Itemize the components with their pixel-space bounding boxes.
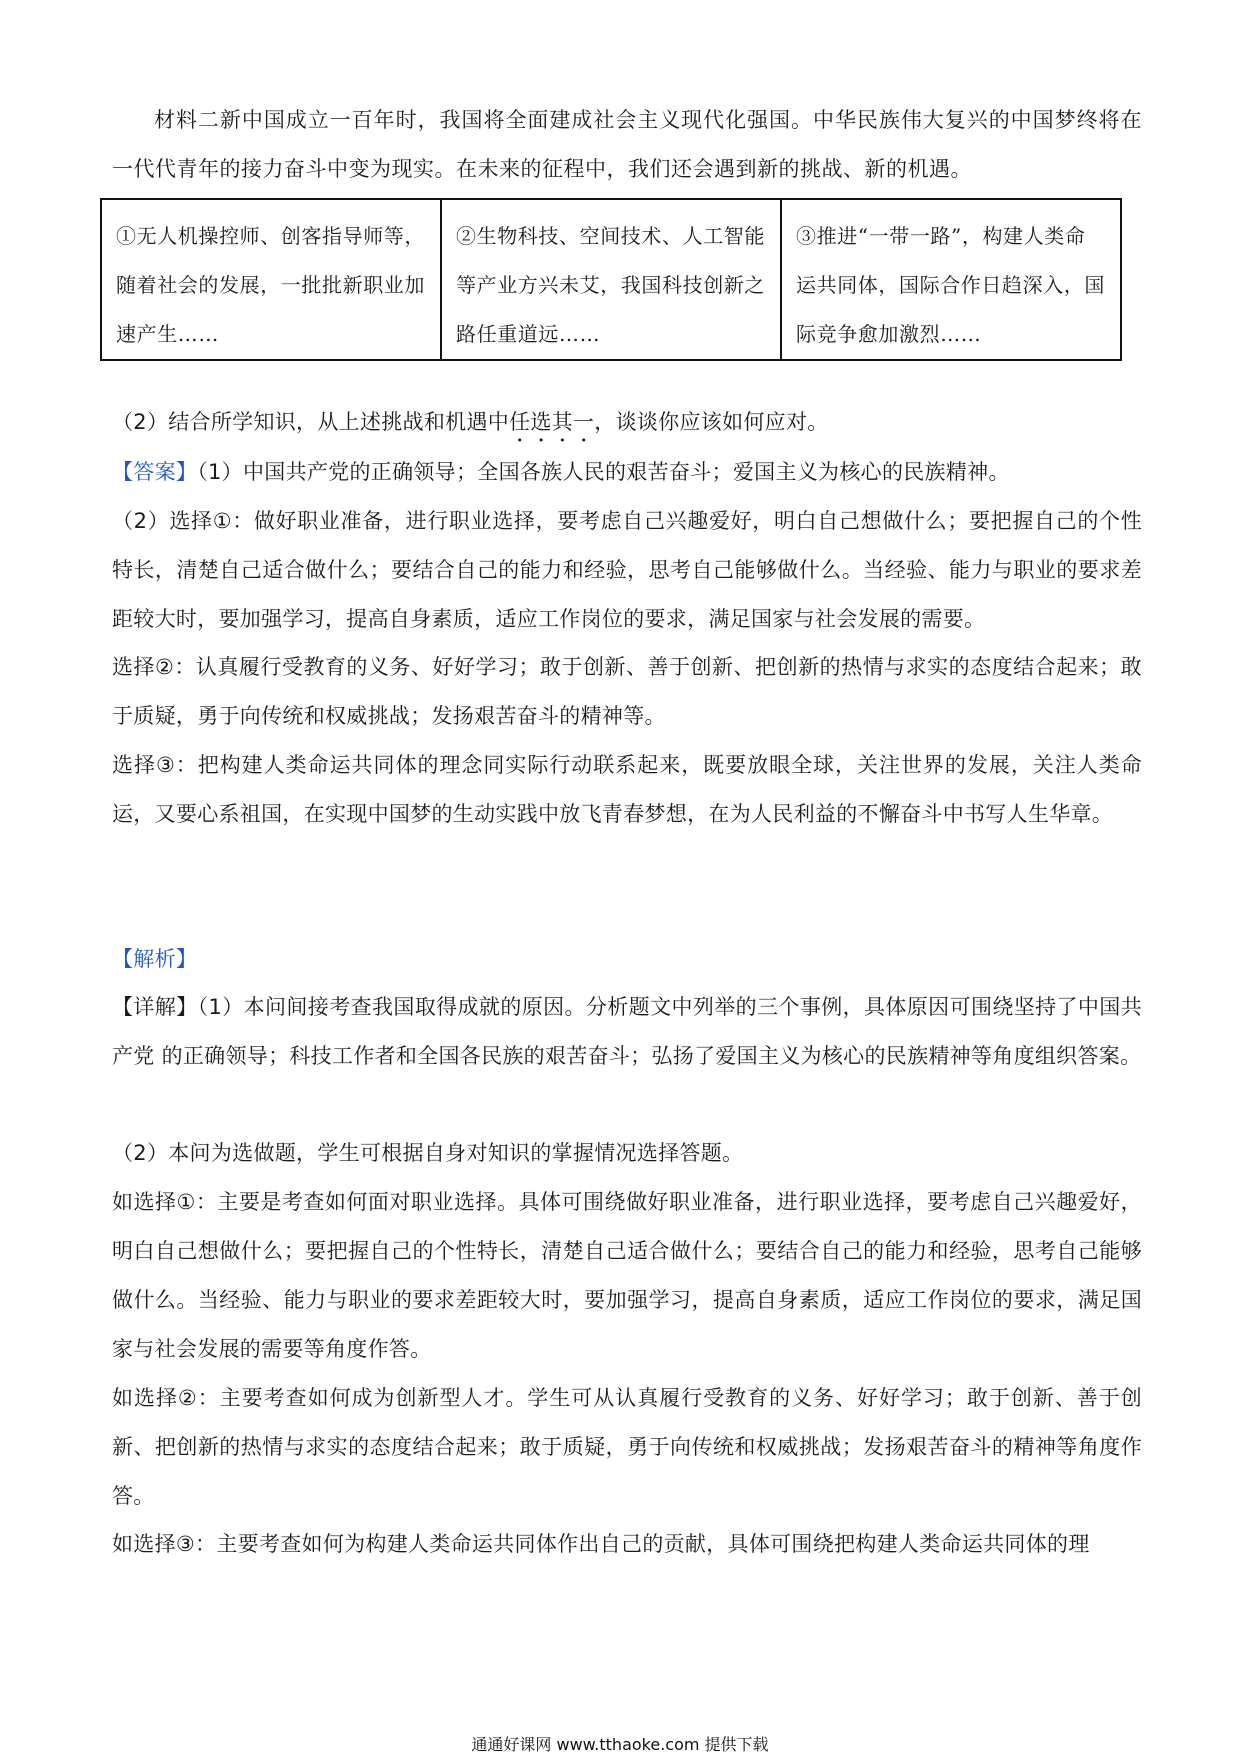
question-two-prefix: （2）结合所学知识，从上述挑战和机遇中 bbox=[112, 410, 510, 434]
detail-1-text: （1）本问间接考查我国取得成就的原因。分析题文中列举的三个事例，具体原因可围绕坚持了中国共产党 的正确领导；科技工作者和全国各民族的艰苦奋斗；弘扬了爱国主义为核心的民族精神等角度组织答案。 bbox=[112, 995, 1143, 1068]
detail-label: 【详解】 bbox=[112, 995, 198, 1019]
analysis-detail-1 bbox=[112, 983, 1142, 1081]
answer-label: 【答案】 bbox=[112, 460, 198, 484]
table-row bbox=[101, 199, 1121, 360]
answer-part-1-text: （1）中国共产党的正确领导；全国各族人民的艰苦奋斗；爱国主义为核心的民族精神。 bbox=[197, 460, 1010, 484]
material-two-paragraph: 材料二新中国成立一百年时，我国将全面建成社会主义现代化强国。中华民族伟大复兴的中国梦终将在一代代青年的接力奋斗中变为现实。在未来的征程中，我们还会遇到新的挑战、新的机遇。 bbox=[112, 108, 1142, 181]
question-two-suffix: ，谈谈你应该如何应对。 bbox=[594, 410, 829, 434]
answer-choice-1: （2）选择①：做好职业准备，进行职业选择，要考虑自己兴趣爱好，明白自己想做什么；要把握自己的个性特长，清楚自己适合做什么；要结合自己的能力和经验，思考自己能够做什么。当经验、能力与职业的要求差距较大时，要加强学习，提高自身素质，适应工作岗位的要求，满足国家与社会发展的需要。 bbox=[112, 509, 1142, 631]
analysis-choice-1: 如选择①：主要是考查如何面对职业选择。具体可围绕做好职业准备，进行职业选择，要考虑自己兴趣爱好，明白自己想做什么；要把握自己的个性特长，清楚自己适合做什么；要结合自己的能力和经验，思考自己能够做什么。当经验、能力与职业的要求差距较大时，要加强学习，提高自身素质，适应工作岗位的要求，满足国家与社会发展的需要等角度作答。 bbox=[112, 1190, 1142, 1361]
analysis-choice-2: 如选择②：主要考查如何成为创新型人才。学生可从认真履行受教育的义务、好好学习；敢于创新、善于创新、把创新的热情与求实的态度结合起来；敢于质疑，勇于向传统和权威挑战；发扬艰苦奋斗的精神等角度作答。 bbox=[112, 1386, 1142, 1508]
analysis-label: 【解析】 bbox=[112, 947, 198, 971]
material-cell-1: ①无人机操控师、创客指导师等，随着社会的发展，一批批新职业加速产生…… bbox=[101, 199, 441, 360]
answer-choice-2: 选择②：认真履行受教育的义务、好好学习；敢于创新、善于创新、把创新的热情与求实的态度结合起来；敢于质疑，勇于向传统和权威挑战；发扬艰苦奋斗的精神等。 bbox=[112, 655, 1142, 728]
question-two bbox=[112, 398, 1142, 447]
material-cell-2: ②生物科技、空间技术、人工智能等产业方兴未艾，我国科技创新之路任重道远…… bbox=[441, 199, 781, 360]
material-cell-3: ③推进“一带一路”，构建人类命运共同体，国际合作日趋深入，国际竞争愈加激烈…… bbox=[781, 199, 1121, 360]
answer-choice-3: 选择③：把构建人类命运共同体的理念同实际行动联系起来，既要放眼全球，关注世界的发展，关注人类命运，又要心系祖国，在实现中国梦的生动实践中放飞青春梦想，在为人民利益的不懈奋斗中书写人生华章。 bbox=[112, 753, 1142, 826]
answer-part-1 bbox=[112, 448, 1142, 497]
material-table bbox=[100, 198, 1122, 361]
analysis-choice-3: 如选择③：主要考查如何为构建人类命运共同体作出自己的贡献，具体可围绕把构建人类命运共同体的理 bbox=[112, 1532, 1090, 1556]
analysis-detail-2: （2）本问为选做题，学生可根据自身对知识的掌握情况选择答题。 bbox=[112, 1141, 744, 1165]
page-footer: 通通好课网 www.tthaoke.com 提供下载 bbox=[471, 1735, 769, 1754]
question-two-emphasis: 任选其一 bbox=[509, 410, 595, 434]
